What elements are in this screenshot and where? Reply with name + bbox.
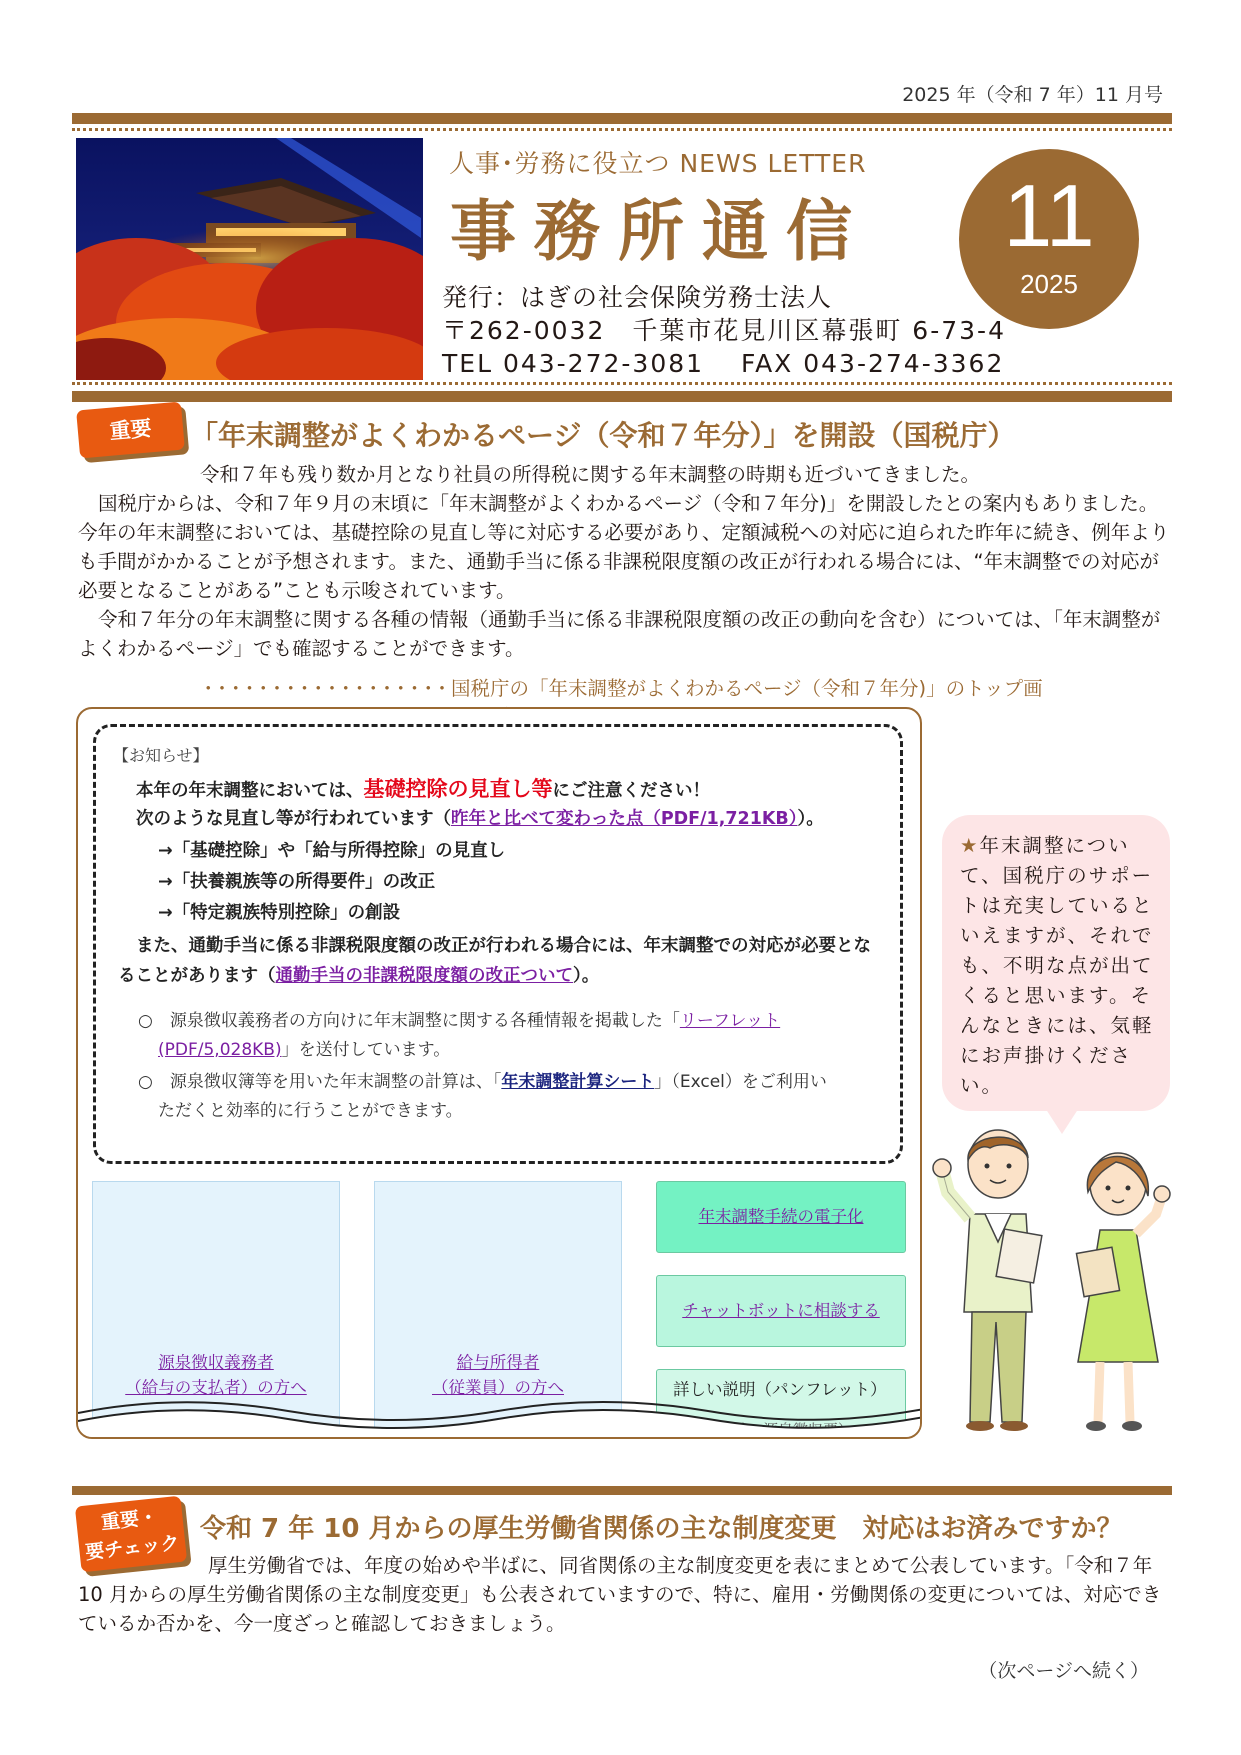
nta-screenshot-panel <box>76 707 922 1439</box>
article1-line: 国税庁からは、令和７年９月の末頃に「年末調整がよくわかるページ（令和７年分)」を開設したとの案内もありました。今年の年末調整においては、基礎控除の見直し等に対応する必要があり、定額減税への対応に迫られた昨年に続き、例年よりも手間がかかることが予想されます。また、通勤手当に係る非課税限度額の改正が行われる場合には、“年末調整での対応が必要となることがある”ことも示唆されています。 <box>78 492 1170 602</box>
notice-text: ○ 源泉徴収簿等を用いた年末調整の計算は、「 <box>138 1072 502 1092</box>
star-icon: ★ <box>960 834 980 857</box>
tag-line: 要チェック <box>84 1532 181 1564</box>
header-top-bar <box>72 113 1172 124</box>
changes-pdf-link[interactable]: 昨年と比べて変わった点（PDF/1,721KB） <box>451 809 798 829</box>
notice-highlight: 基礎控除の見直し等 <box>363 777 553 801</box>
address: 〒262-0032 千葉市花見川区幕張町 6-73-4 <box>442 316 1006 345</box>
section2-bar <box>72 1486 1172 1495</box>
e-filing-label: 年末調整手続の電子化 <box>698 1207 864 1226</box>
commute-allowance-link[interactable]: 通勤手当の非課税限度額の改正ついて <box>275 966 573 986</box>
article1-line: 令和７年も残り数か月となり社員の所得税に関する年末調整の時期も近づいてきました。 <box>200 463 981 486</box>
employee-nav-label: 給与所得者 <box>456 1353 540 1372</box>
notice-item-2 <box>138 1067 827 1092</box>
issue-number: 11 <box>1003 166 1095 265</box>
notice-text: にご注意ください！ <box>552 781 710 801</box>
issue-badge <box>959 149 1139 329</box>
notice-item-1-cont <box>158 1035 450 1060</box>
article2-text: 厚生労働省では、年度の始めや半ばに、同省関係の主な制度変更を表にまとめて公表しています。「令和７年 10 月からの厚生労働省関係の主な制度変更」も公表されていますので、特に、雇用・労働関係の変更については、対応できているか否かを、今一度ざっと確認しておきましょう。 <box>78 1554 1162 1635</box>
temple-photo <box>76 138 423 380</box>
notice-text: ）。 <box>573 966 600 986</box>
speech-bubble <box>942 815 1170 1111</box>
important-tag: 重要 <box>76 402 185 459</box>
continue-next-page: （次ページへ続く） <box>978 1660 1149 1682</box>
issue-date: 2025 年（令和 7 年）11 月号 <box>902 84 1163 106</box>
notice-line-1 <box>136 773 710 803</box>
notice-text: 次のような見直し等が行われています（ <box>136 809 451 829</box>
leaflet-pdf-link[interactable]: (PDF/5,028KB) <box>158 1040 282 1060</box>
screenshot-caption-text: 国税庁の「年末調整がよくわかるページ（令和７年分)」のトップ画 <box>450 677 1043 700</box>
notice-item-2-cont: ただくと効率的に行うことができます。 <box>158 1101 463 1121</box>
phone-fax: TEL 043-272-3081 FAX 043-274-3362 <box>442 349 1005 378</box>
notice-item-1 <box>138 1006 780 1031</box>
notice-label: 【お知らせ】 <box>113 746 209 765</box>
employer-nav-label: 源泉徴収義務者 <box>158 1353 274 1372</box>
calc-sheet-link[interactable]: 年末調整計算シート <box>501 1072 655 1092</box>
header-bottom-bar <box>72 391 1172 402</box>
torn-edge <box>78 1399 922 1439</box>
notice-text: 本年の年末調整においては、 <box>136 781 364 801</box>
notice-bullet: →「基礎控除」や「給与所得控除」の見直し <box>158 841 506 861</box>
publisher: 発行：はぎの社会保険労務士法人 <box>442 283 833 312</box>
notice-line-6: また、通勤手当に係る非課税限度額の改正が行われる場合には、年末調整での対応が必要とな <box>136 936 871 956</box>
tag-line: 重要・ <box>100 1506 160 1534</box>
screenshot-caption: ･･････････････････国税庁の「年末調整がよくわかるページ（令和７年分)」のトップ画 <box>78 673 1168 729</box>
staff-illustration <box>930 1122 1180 1442</box>
leaflet-link[interactable]: リーフレット <box>679 1011 781 1031</box>
pamphlet-label: 詳しい説明（パンフレット） <box>673 1380 887 1399</box>
notice-line-7 <box>118 962 599 987</box>
notice-text: ）。 <box>797 809 824 829</box>
notice-text: 」（Excel）をご利用い <box>654 1072 827 1092</box>
article1-body <box>78 460 1176 663</box>
notice-text: ることがあります（ <box>118 966 276 986</box>
article2-body <box>78 1551 1168 1638</box>
e-filing-button[interactable] <box>656 1181 906 1253</box>
chatbot-label: チャットボットに相談する <box>682 1301 880 1320</box>
employer-nav-sublabel: （給与の支払者）の方へ <box>125 1378 307 1397</box>
newsletter-title: 事務所通信 <box>450 192 870 270</box>
notice-text: ○ 源泉徴収義務者の方向けに年末調整に関する各種情報を掲載した「 <box>138 1011 680 1031</box>
speech-bubble-text: 年末調整について、国税庁のサポートは充実しているといえますが、それでも、不明な点が出てくると思います。そんなときには、気軽にお声掛けください。 <box>960 834 1154 1097</box>
notice-text: 」を送付しています。 <box>281 1040 451 1060</box>
issue-year: 2025 <box>1020 269 1078 299</box>
article1-line: 令和７年分の年末調整に関する各種の情報（通勤手当に係る非課税限度額の改正の動向を含む）については、「年末調整がよくわかるページ」でも確認することができます。 <box>78 608 1161 660</box>
notice-line-2 <box>136 805 824 830</box>
notice-box <box>93 724 903 1164</box>
employee-nav-sublabel: （従業員）の方へ <box>432 1378 564 1397</box>
notice-bullet: →「特定親族特別控除」の創設 <box>158 903 401 923</box>
article2-headline: 令和 7 年 10 月からの厚生労働省関係の主な制度変更 対応はお済みですか？ <box>200 1514 1123 1544</box>
newsletter-subtitle: 人事･労務に役立つ NEWS LETTER <box>449 149 867 178</box>
header-top-dots <box>72 128 1172 131</box>
chatbot-button[interactable] <box>656 1275 906 1347</box>
header-bottom-dots <box>72 382 1172 385</box>
notice-bullet: →「扶養親族等の所得要件」の改正 <box>158 872 436 892</box>
article1-headline: 「年末調整がよくわかるページ（令和７年分）」を開設（国税庁） <box>190 419 1016 452</box>
